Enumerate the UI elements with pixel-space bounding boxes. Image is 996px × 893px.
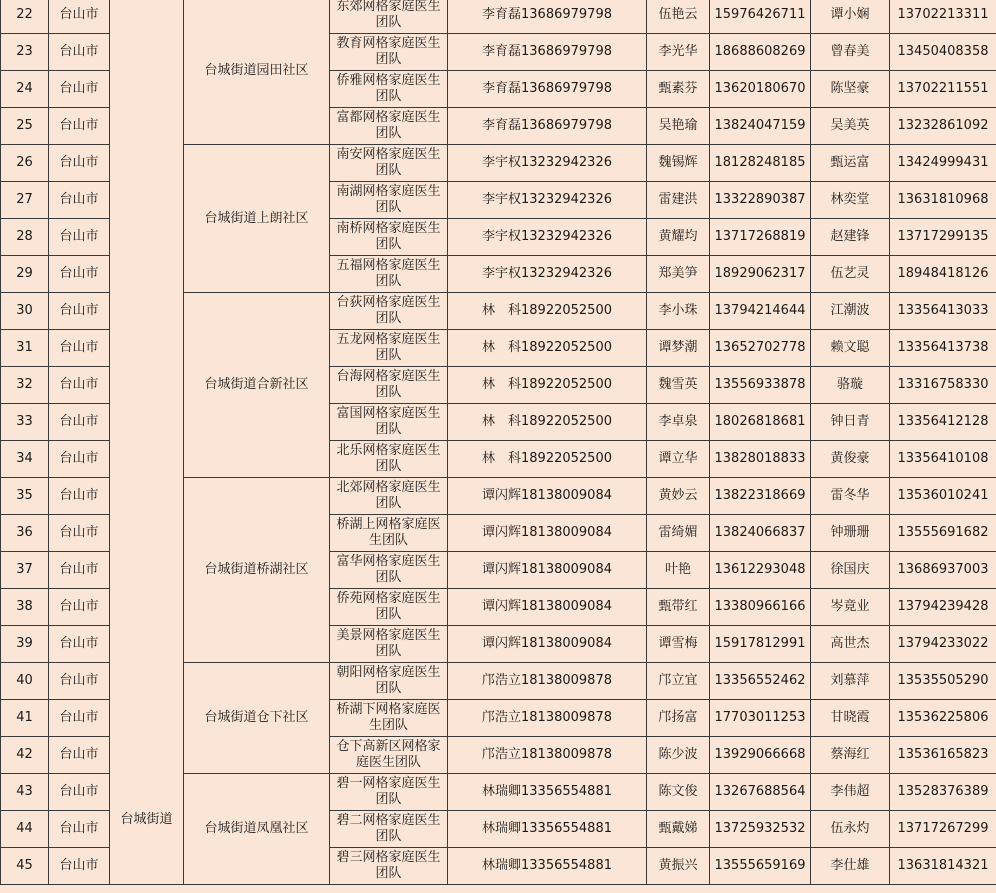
doctor-phone-cell: 17703011253 (710, 700, 811, 737)
leader-cell: 谭闪辉18138009084 (448, 589, 647, 626)
doctor-phone-cell: 13828018833 (710, 441, 811, 478)
community-cell: 台城街道凤凰社区 (184, 774, 330, 885)
city-cell: 台山市 (49, 515, 110, 552)
row-number: 42 (1, 737, 49, 774)
doctor-phone-cell: 13794214644 (710, 293, 811, 330)
contact-phone-cell: 13794233022 (890, 626, 996, 663)
table-body (1, 0, 996, 885)
contact-phone-cell: 18948418126 (890, 256, 996, 293)
contact-phone-cell: 13717267299 (890, 811, 996, 848)
doctor-name-cell: 李小珠 (647, 293, 710, 330)
doctor-name-cell: 叶艳 (647, 552, 710, 589)
contact-phone-cell: 13536165823 (890, 737, 996, 774)
doctor-phone-cell: 13824047159 (710, 108, 811, 145)
contact-name-cell: 伍永灼 (811, 811, 890, 848)
contact-name-cell: 赖文聪 (811, 330, 890, 367)
contact-phone-cell: 13702213311 (890, 0, 996, 34)
contact-phone-cell: 13232861092 (890, 108, 996, 145)
community-cell: 台城街道上朗社区 (184, 145, 330, 293)
contact-name-cell: 李仕雄 (811, 848, 890, 885)
city-cell: 台山市 (49, 626, 110, 663)
leader-cell: 谭闪辉18138009084 (448, 552, 647, 589)
row-number: 24 (1, 71, 49, 108)
doctor-name-cell: 黄耀均 (647, 219, 710, 256)
team-cell: 侨雅网格家庭医生团队 (330, 71, 448, 108)
city-cell: 台山市 (49, 441, 110, 478)
city-cell: 台山市 (49, 367, 110, 404)
doctor-name-cell: 李卓泉 (647, 404, 710, 441)
doctor-name-cell: 李光华 (647, 34, 710, 71)
city-cell: 台山市 (49, 478, 110, 515)
doctor-phone-cell: 13322890387 (710, 182, 811, 219)
doctor-phone-cell: 18026818681 (710, 404, 811, 441)
contact-name-cell: 赵建锋 (811, 219, 890, 256)
contact-name-cell: 岑竟业 (811, 589, 890, 626)
team-cell: 教育网格家庭医生团队 (330, 34, 448, 71)
team-cell: 北郊网格家庭医生团队 (330, 478, 448, 515)
doctor-phone-cell: 15917812991 (710, 626, 811, 663)
contact-name-cell: 徐国庆 (811, 552, 890, 589)
city-cell: 台山市 (49, 589, 110, 626)
contact-name-cell: 李伟超 (811, 774, 890, 811)
row-number: 27 (1, 182, 49, 219)
city-cell: 台山市 (49, 663, 110, 700)
contact-name-cell: 刘慕萍 (811, 663, 890, 700)
doctor-phone-cell: 18128248185 (710, 145, 811, 182)
leader-cell: 李宇权13232942326 (448, 256, 647, 293)
contact-phone-cell: 13702211551 (890, 71, 996, 108)
team-cell: 美景网格家庭医生团队 (330, 626, 448, 663)
doctor-phone-cell: 13822318669 (710, 478, 811, 515)
table-row (1, 0, 996, 34)
contact-phone-cell: 13528376389 (890, 774, 996, 811)
doctor-phone-cell: 13556933878 (710, 367, 811, 404)
contact-phone-cell: 13631810968 (890, 182, 996, 219)
city-cell: 台山市 (49, 145, 110, 182)
doctor-phone-cell: 18929062317 (710, 256, 811, 293)
leader-cell: 林 科18922052500 (448, 441, 647, 478)
leader-cell: 邝浩立18138009878 (448, 663, 647, 700)
contact-name-cell: 谭小娴 (811, 0, 890, 34)
leader-cell: 李宇权13232942326 (448, 182, 647, 219)
contact-phone-cell: 13424999431 (890, 145, 996, 182)
team-cell: 富国网格家庭医生团队 (330, 404, 448, 441)
city-cell: 台山市 (49, 774, 110, 811)
contact-name-cell: 曾春美 (811, 34, 890, 71)
contact-name-cell: 江潮波 (811, 293, 890, 330)
row-number: 41 (1, 700, 49, 737)
contact-phone-cell: 13717299135 (890, 219, 996, 256)
row-number: 30 (1, 293, 49, 330)
doctor-name-cell: 陈少波 (647, 737, 710, 774)
row-number: 29 (1, 256, 49, 293)
contact-name-cell: 甄运富 (811, 145, 890, 182)
leader-cell: 林 科18922052500 (448, 367, 647, 404)
leader-cell: 林瑞卿13356554881 (448, 774, 647, 811)
team-cell: 南湖网格家庭医生团队 (330, 182, 448, 219)
contact-phone-cell: 13794239428 (890, 589, 996, 626)
leader-cell: 邝浩立18138009878 (448, 700, 647, 737)
row-number: 38 (1, 589, 49, 626)
doctor-name-cell: 甄素芬 (647, 71, 710, 108)
leader-cell: 李宇权13232942326 (448, 219, 647, 256)
doctor-phone-cell: 18688608269 (710, 34, 811, 71)
leader-cell: 李育磊13686979798 (448, 71, 647, 108)
community-cell: 台城街道合新社区 (184, 293, 330, 478)
contact-name-cell: 林奕堂 (811, 182, 890, 219)
row-number: 31 (1, 330, 49, 367)
doctor-phone-cell: 13555659169 (710, 848, 811, 885)
leader-cell: 林瑞卿13356554881 (448, 848, 647, 885)
city-cell: 台山市 (49, 108, 110, 145)
doctor-name-cell: 谭梦潮 (647, 330, 710, 367)
doctor-name-cell: 雷建洪 (647, 182, 710, 219)
doctor-name-cell: 郑美笋 (647, 256, 710, 293)
team-cell: 碧二网格家庭医生团队 (330, 811, 448, 848)
doctor-name-cell: 魏雪英 (647, 367, 710, 404)
team-cell: 仓下高新区网格家庭医生团队 (330, 737, 448, 774)
leader-cell: 谭闪辉18138009084 (448, 626, 647, 663)
doctor-name-cell: 黄振兴 (647, 848, 710, 885)
contact-phone-cell: 13536225806 (890, 700, 996, 737)
row-number: 39 (1, 626, 49, 663)
team-cell: 北乐网格家庭医生团队 (330, 441, 448, 478)
team-cell: 南安网格家庭医生团队 (330, 145, 448, 182)
contact-phone-cell: 13555691682 (890, 515, 996, 552)
row-number: 35 (1, 478, 49, 515)
city-cell: 台山市 (49, 811, 110, 848)
contact-phone-cell: 13686937003 (890, 552, 996, 589)
row-number: 23 (1, 34, 49, 71)
contact-name-cell: 蔡海红 (811, 737, 890, 774)
contact-name-cell: 钟珊珊 (811, 515, 890, 552)
contact-phone-cell: 13535505290 (890, 663, 996, 700)
town-cell: 台城街道 (110, 0, 184, 885)
community-cell: 台城街道园田社区 (184, 0, 330, 145)
doctor-phone-cell: 13620180670 (710, 71, 811, 108)
doctor-name-cell: 谭雪梅 (647, 626, 710, 663)
leader-cell: 林 科18922052500 (448, 404, 647, 441)
leader-cell: 李育磊13686979798 (448, 0, 647, 34)
contact-name-cell: 骆璇 (811, 367, 890, 404)
row-number: 22 (1, 0, 49, 34)
row-number: 28 (1, 219, 49, 256)
city-cell: 台山市 (49, 182, 110, 219)
leader-cell: 林 科18922052500 (448, 330, 647, 367)
team-cell: 五福网格家庭医生团队 (330, 256, 448, 293)
team-cell: 富华网格家庭医生团队 (330, 552, 448, 589)
city-cell: 台山市 (49, 0, 110, 34)
city-cell: 台山市 (49, 34, 110, 71)
row-number: 25 (1, 108, 49, 145)
doctor-name-cell: 邝立宜 (647, 663, 710, 700)
row-number: 33 (1, 404, 49, 441)
team-cell: 东郊网格家庭医生团队 (330, 0, 448, 34)
contact-name-cell: 高世杰 (811, 626, 890, 663)
row-number: 34 (1, 441, 49, 478)
leader-cell: 谭闪辉18138009084 (448, 478, 647, 515)
city-cell: 台山市 (49, 848, 110, 885)
row-number: 26 (1, 145, 49, 182)
community-cell: 台城街道仓下社区 (184, 663, 330, 774)
contact-name-cell: 钟日青 (811, 404, 890, 441)
contact-name-cell: 雷冬华 (811, 478, 890, 515)
team-cell: 南桥网格家庭医生团队 (330, 219, 448, 256)
row-number: 45 (1, 848, 49, 885)
team-cell: 侨苑网格家庭医生团队 (330, 589, 448, 626)
doctor-phone-cell: 13380966166 (710, 589, 811, 626)
doctor-name-cell: 邝扬富 (647, 700, 710, 737)
team-cell: 五龙网格家庭医生团队 (330, 330, 448, 367)
doctor-phone-cell: 13717268819 (710, 219, 811, 256)
city-cell: 台山市 (49, 71, 110, 108)
team-cell: 台海网格家庭医生团队 (330, 367, 448, 404)
row-number: 32 (1, 367, 49, 404)
doctor-phone-cell: 15976426711 (710, 0, 811, 34)
doctor-phone-cell: 13824066837 (710, 515, 811, 552)
contact-phone-cell: 13356410108 (890, 441, 996, 478)
team-cell: 碧三网格家庭医生团队 (330, 848, 448, 885)
doctor-name-cell: 雷绮媚 (647, 515, 710, 552)
row-number: 40 (1, 663, 49, 700)
city-cell: 台山市 (49, 219, 110, 256)
doctor-name-cell: 魏锡辉 (647, 145, 710, 182)
row-number: 44 (1, 811, 49, 848)
doctor-name-cell: 谭立华 (647, 441, 710, 478)
doctor-phone-cell: 13929066668 (710, 737, 811, 774)
contact-phone-cell: 13356413033 (890, 293, 996, 330)
row-number: 43 (1, 774, 49, 811)
team-cell: 桥湖下网格家庭医生团队 (330, 700, 448, 737)
team-cell: 富都网格家庭医生团队 (330, 108, 448, 145)
doctor-name-cell: 黄妙云 (647, 478, 710, 515)
contact-phone-cell: 13536010241 (890, 478, 996, 515)
city-cell: 台山市 (49, 256, 110, 293)
leader-cell: 李宇权13232942326 (448, 145, 647, 182)
community-cell: 台城街道桥湖社区 (184, 478, 330, 663)
doctor-name-cell: 甄带红 (647, 589, 710, 626)
contact-name-cell: 甘晓霞 (811, 700, 890, 737)
city-cell: 台山市 (49, 552, 110, 589)
row-number: 36 (1, 515, 49, 552)
city-cell: 台山市 (49, 737, 110, 774)
leader-cell: 李育磊13686979798 (448, 108, 647, 145)
contact-name-cell: 黄俊豪 (811, 441, 890, 478)
doctor-name-cell: 陈文俊 (647, 774, 710, 811)
contact-phone-cell: 13631814321 (890, 848, 996, 885)
team-cell: 台荻网格家庭医生团队 (330, 293, 448, 330)
city-cell: 台山市 (49, 293, 110, 330)
leader-cell: 邝浩立18138009878 (448, 737, 647, 774)
city-cell: 台山市 (49, 330, 110, 367)
contact-phone-cell: 13356412128 (890, 404, 996, 441)
team-cell: 碧一网格家庭医生团队 (330, 774, 448, 811)
doctor-phone-cell: 13652702778 (710, 330, 811, 367)
row-number: 37 (1, 552, 49, 589)
doctor-name-cell: 吴艳瑜 (647, 108, 710, 145)
city-cell: 台山市 (49, 700, 110, 737)
leader-cell: 谭闪辉18138009084 (448, 515, 647, 552)
contact-name-cell: 伍艺灵 (811, 256, 890, 293)
doctor-phone-cell: 13356552462 (710, 663, 811, 700)
leader-cell: 林瑞卿13356554881 (448, 811, 647, 848)
leader-cell: 林 科18922052500 (448, 293, 647, 330)
team-cell: 桥湖上网格家庭医生团队 (330, 515, 448, 552)
doctor-phone-cell: 13267688564 (710, 774, 811, 811)
doctor-name-cell: 甄戴娣 (647, 811, 710, 848)
contact-phone-cell: 13450408358 (890, 34, 996, 71)
doctor-name-cell: 伍艳云 (647, 0, 710, 34)
doctor-phone-cell: 13725932532 (710, 811, 811, 848)
contact-phone-cell: 13316758330 (890, 367, 996, 404)
contact-name-cell: 吴美英 (811, 108, 890, 145)
doctor-phone-cell: 13612293048 (710, 552, 811, 589)
contact-name-cell: 陈坚豪 (811, 71, 890, 108)
team-cell: 朝阳网格家庭医生团队 (330, 663, 448, 700)
contact-phone-cell: 13356413738 (890, 330, 996, 367)
city-cell: 台山市 (49, 404, 110, 441)
leader-cell: 李育磊13686979798 (448, 34, 647, 71)
